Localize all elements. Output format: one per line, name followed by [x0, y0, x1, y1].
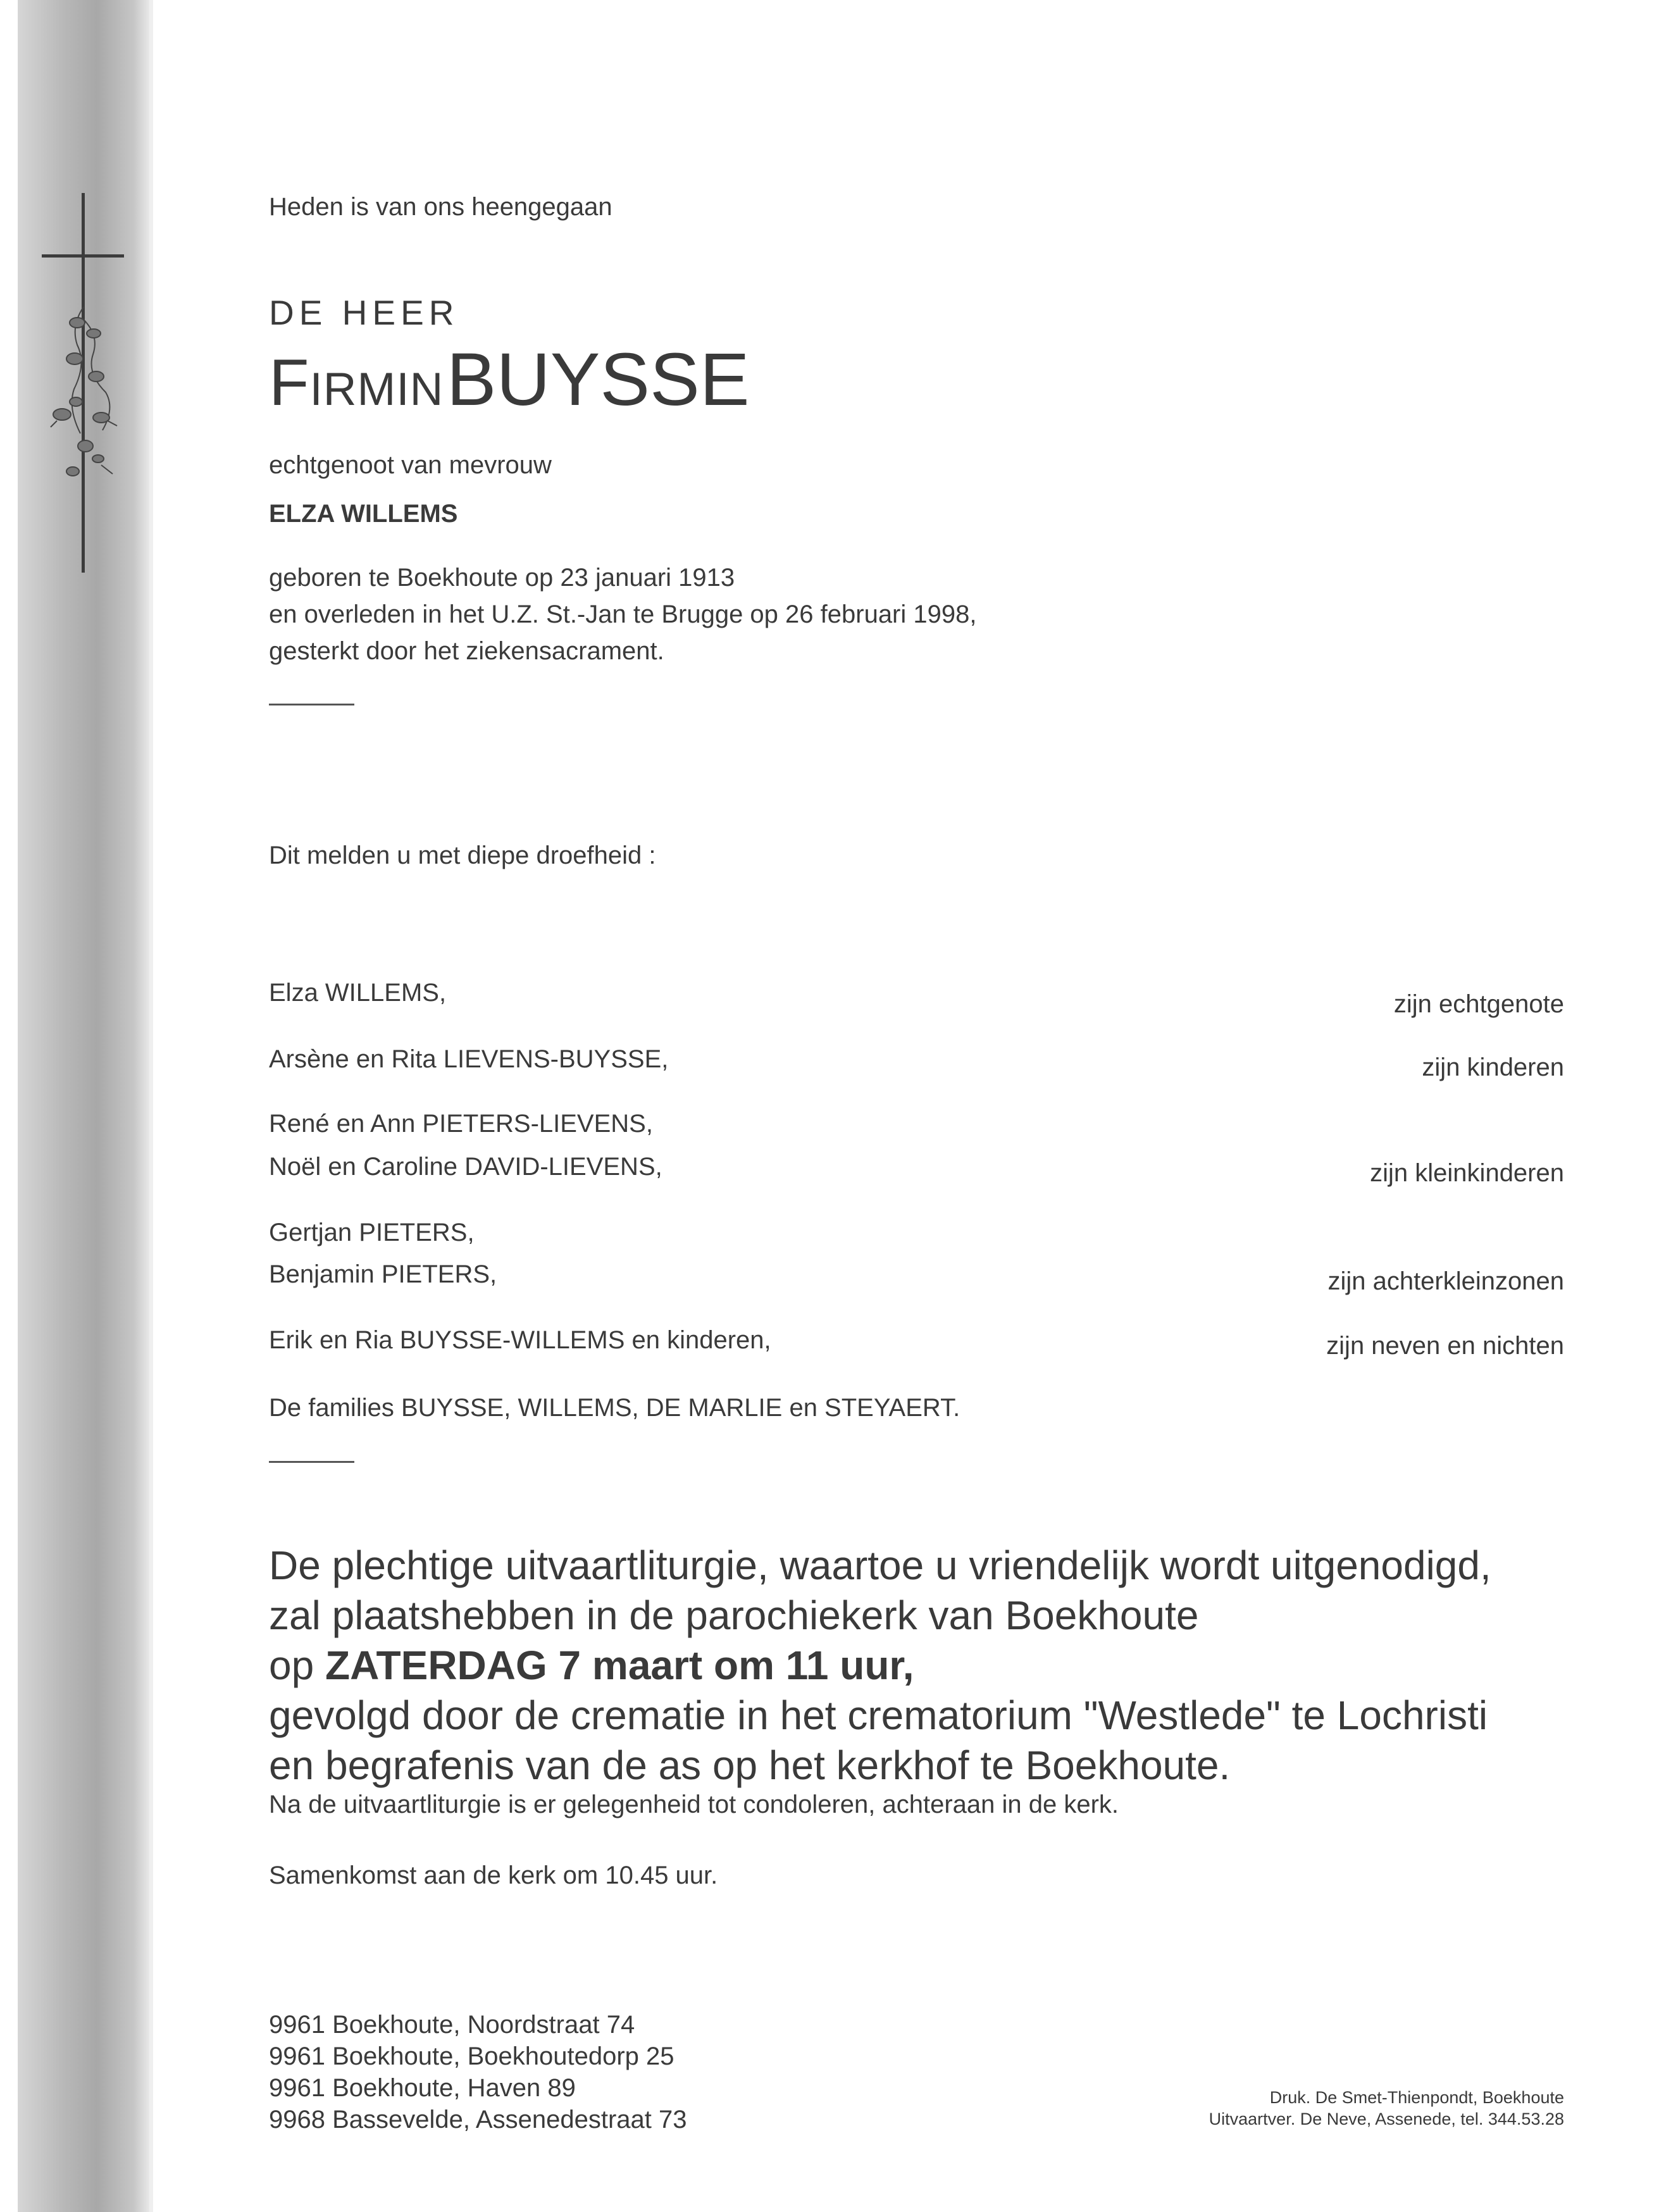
- service-block: [269, 1542, 1491, 1792]
- address-list: [269, 2011, 687, 2137]
- deceased-first-name: Firmin: [269, 346, 444, 419]
- service-date-prefix: op: [269, 1643, 325, 1688]
- death-line: en overleden in het U.Z. St.-Jan te Brugge op 26 februari 1998,: [269, 600, 977, 628]
- title-prefix: DE HEER: [269, 293, 459, 332]
- relation-label: zijn neven en nichten: [1326, 1332, 1564, 1360]
- deceased-last-name: BUYSSE: [446, 338, 750, 421]
- relation-label: zijn kinderen: [1422, 1053, 1564, 1081]
- spouse-intro: echtgenoot van mevrouw: [269, 451, 552, 479]
- family-line: Noël en Caroline DAVID-LIEVENS,: [269, 1153, 662, 1181]
- family-line: Erik en Ria BUYSSE-WILLEMS en kinderen,: [269, 1326, 771, 1354]
- deceased-name: [269, 337, 750, 423]
- birth-line: geboren te Boekhoute op 23 januari 1913: [269, 564, 735, 592]
- family-line: Gertjan PIETERS,: [269, 1219, 475, 1246]
- family-line: Benjamin PIETERS,: [269, 1260, 497, 1288]
- address-line: 9961 Boekhoute, Noordstraat 74: [269, 2011, 635, 2039]
- undertaker-line: Uitvaartver. De Neve, Assenede, tel. 344.53.28: [1209, 2109, 1564, 2128]
- announce-text: Dit melden u met diepe droefheid :: [269, 842, 656, 869]
- family-line: Elza WILLEMS,: [269, 979, 447, 1007]
- intro-text: Heden is van ons heengegaan: [269, 193, 612, 221]
- family-line: René en Ann PIETERS-LIEVENS,: [269, 1110, 653, 1138]
- band-edge: [149, 0, 153, 2212]
- printer-line: Druk. De Smet-Thienpondt, Boekhoute: [1269, 2088, 1564, 2107]
- relation-label: zijn achterkleinzonen: [1327, 1267, 1564, 1295]
- condolences-text: Na de uitvaartliturgie is er gelegenheid tot condoleren, achteraan in de kerk.: [269, 1791, 1119, 1818]
- sacrament-line: gesterkt door het ziekensacrament.: [269, 637, 664, 665]
- birth-death-block: [269, 564, 976, 674]
- service-date: ZATERDAG 7 maart om 11 uur,: [325, 1643, 914, 1688]
- family-line: Arsène en Rita LIEVENS-BUYSSE,: [269, 1045, 669, 1073]
- relation-label: zijn echtgenote: [1393, 990, 1564, 1018]
- divider: [269, 1461, 354, 1463]
- address-line: 9961 Boekhoute, Boekhoutedorp 25: [269, 2042, 674, 2070]
- relation-label: zijn kleinkinderen: [1370, 1159, 1564, 1187]
- service-line: gevolgd door de crematie in het crematorium "Westlede" te Lochristi: [269, 1693, 1488, 1738]
- address-line: 9968 Bassevelde, Assenedestraat 73: [269, 2106, 687, 2134]
- cross-with-flowers-icon: [38, 193, 133, 573]
- spouse-name: ELZA WILLEMS: [269, 500, 458, 528]
- address-line: 9961 Boekhoute, Haven 89: [269, 2074, 576, 2102]
- family-line: De families BUYSSE, WILLEMS, DE MARLIE en STEYAERT.: [269, 1394, 960, 1422]
- gathering-text: Samenkomst aan de kerk om 10.45 uur.: [269, 1861, 718, 1889]
- service-line: De plechtige uitvaartliturgie, waartoe u vriendelijk wordt uitgenodigd,: [269, 1543, 1491, 1588]
- printer-credits: [1209, 2088, 1564, 2131]
- service-line: zal plaatshebben in de parochiekerk van Boekhoute: [269, 1593, 1199, 1638]
- service-line: en begrafenis van de as op het kerkhof te Boekhoute.: [269, 1743, 1231, 1788]
- divider: [269, 704, 354, 705]
- service-date-line: [269, 1642, 1491, 1692]
